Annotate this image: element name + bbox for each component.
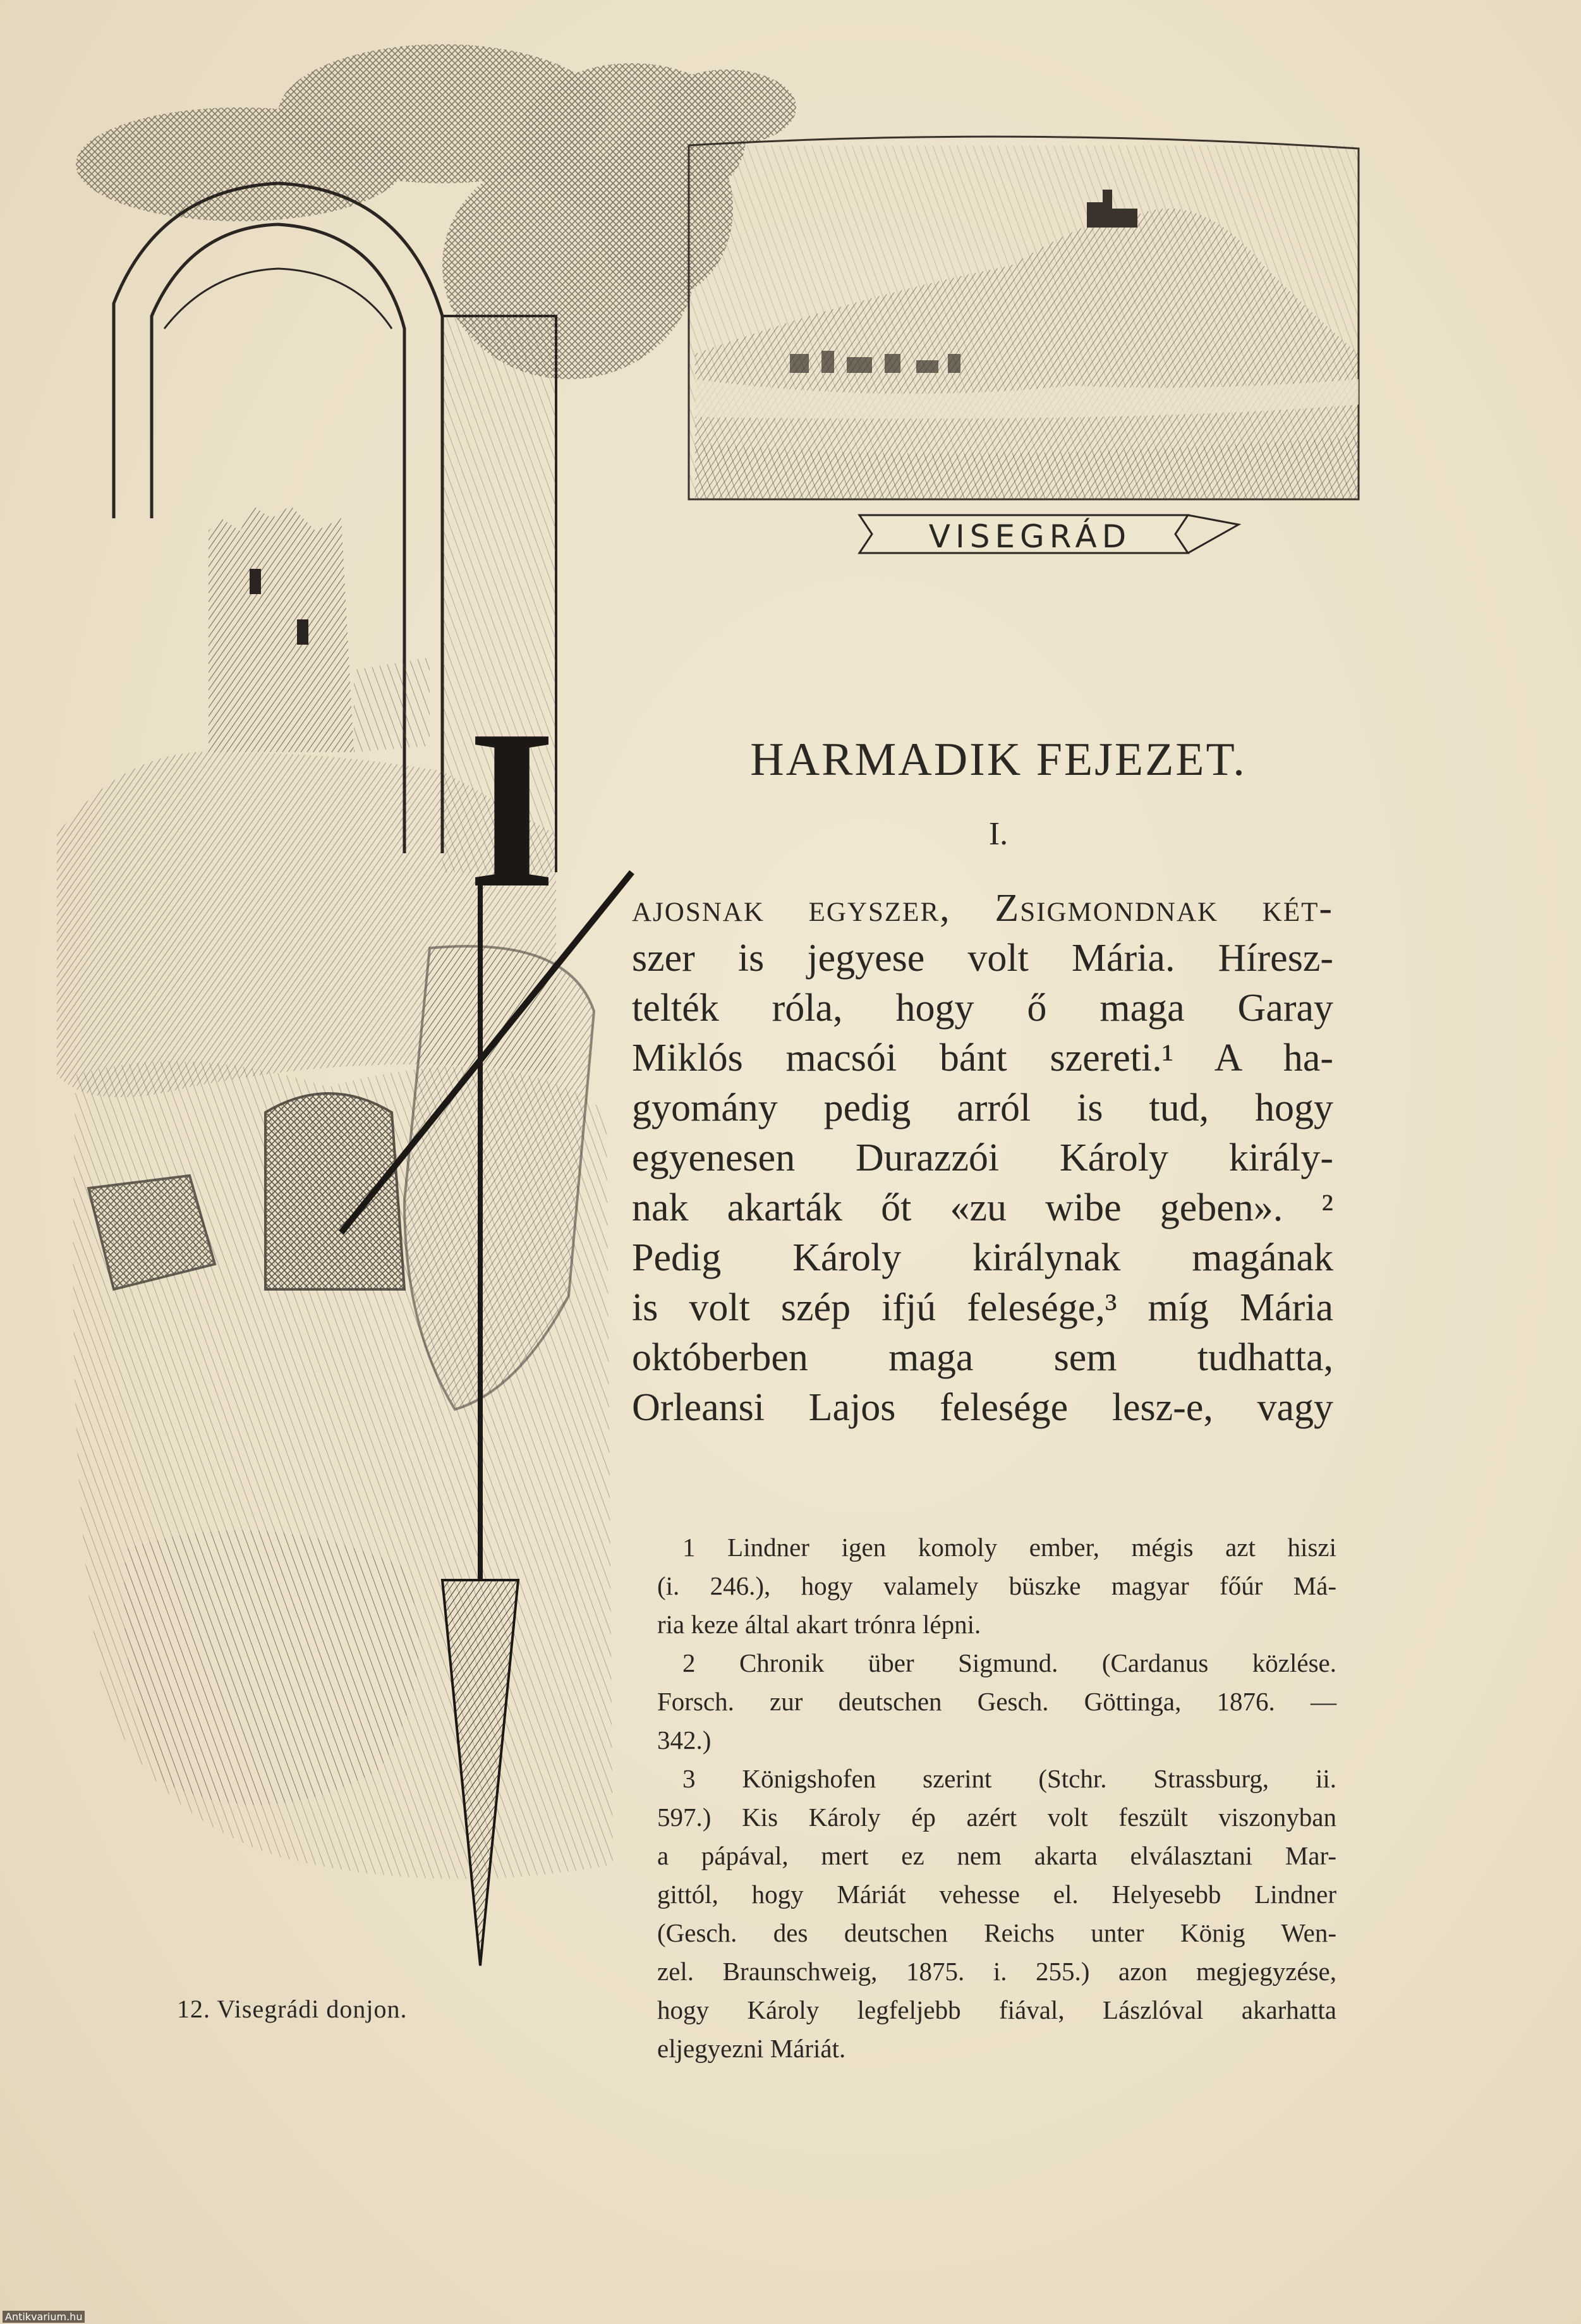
footnote-line: a pápával, mert ez nem akarta elválasztani Mar-	[657, 1841, 1336, 1870]
body-line: egyenesen Durazzói Károly király-	[632, 1136, 1333, 1179]
footnote-line: gittól, hogy Máriát vehesse el. Helyesebb Lindner	[657, 1880, 1336, 1909]
body-line: szer is jegyese volt Mária. Híresz-	[632, 937, 1333, 980]
section-number: I.	[988, 816, 1009, 852]
body-line: Orleansi Lajos felesége lesz-e, vagy	[632, 1386, 1333, 1429]
body-line: Miklós macsói bánt szereti.¹ A ha-	[632, 1037, 1333, 1080]
landscape-label: VISEGRÁD	[928, 518, 1132, 555]
donjon-tower	[209, 506, 430, 752]
figure-caption: 12. Visegrádi donjon.	[177, 1995, 408, 2023]
body-line: telték róla, hogy ő maga Garay	[632, 987, 1333, 1030]
body-line: októberben maga sem tudhatta,	[632, 1336, 1333, 1379]
chapter-title: HARMADIK FEJEZET.	[750, 734, 1247, 786]
watermark: Antikvarium.hu	[3, 2311, 85, 2323]
footnote-line: hogy Károly legfeljebb fiával, Lászlóval akarhatta	[657, 1995, 1336, 2024]
body-line: is volt szép ifjú felesége,³ míg Mária	[632, 1286, 1333, 1329]
footnote-line: Forsch. zur deutschen Gesch. Göttinga, 1876. —	[657, 1687, 1336, 1716]
footnote-line: 2 Chronik über Sigmund. (Cardanus közlése.	[682, 1648, 1336, 1677]
footnote-line: 3 Königshofen szerint (Stchr. Strassburg, ii.	[682, 1764, 1336, 1793]
body-line-text: ajosnak egyszer, Zsigmondnak két-	[632, 887, 1333, 930]
footnote-line: ria keze által akart trónra lépni.	[657, 1610, 981, 1639]
footnote-line: 1 Lindner igen komoly ember, mégis azt hiszi	[682, 1533, 1336, 1562]
body-line	[632, 884, 1333, 934]
footnote-line: (i. 246.), hogy valamely büszke magyar főúr Má-	[657, 1571, 1336, 1600]
footnotes	[657, 1528, 1336, 2068]
footnote-line: zel. Braunschweig, 1875. i. 255.) azon megjegyzése,	[657, 1957, 1336, 1986]
body-line: gyomány pedig arról is tud, hogy	[632, 1086, 1333, 1129]
footnote-line: 597.) Kis Károly ép azért volt feszült viszonyban	[657, 1803, 1336, 1832]
drop-cap: I	[468, 683, 557, 935]
body-line: Pedig Károly királynak magának	[632, 1236, 1333, 1279]
footnote-line: eljegyezni Máriát.	[657, 2034, 846, 2063]
body-text	[632, 884, 1333, 1433]
landscape-panel	[689, 137, 1359, 499]
footnote-line: (Gesch. des deutschen Reichs unter König Wen-	[657, 1918, 1336, 1947]
body-line: nak akarták őt «zu wibe geben». ²	[632, 1186, 1333, 1229]
footnote-line: 342.)	[657, 1725, 712, 1755]
